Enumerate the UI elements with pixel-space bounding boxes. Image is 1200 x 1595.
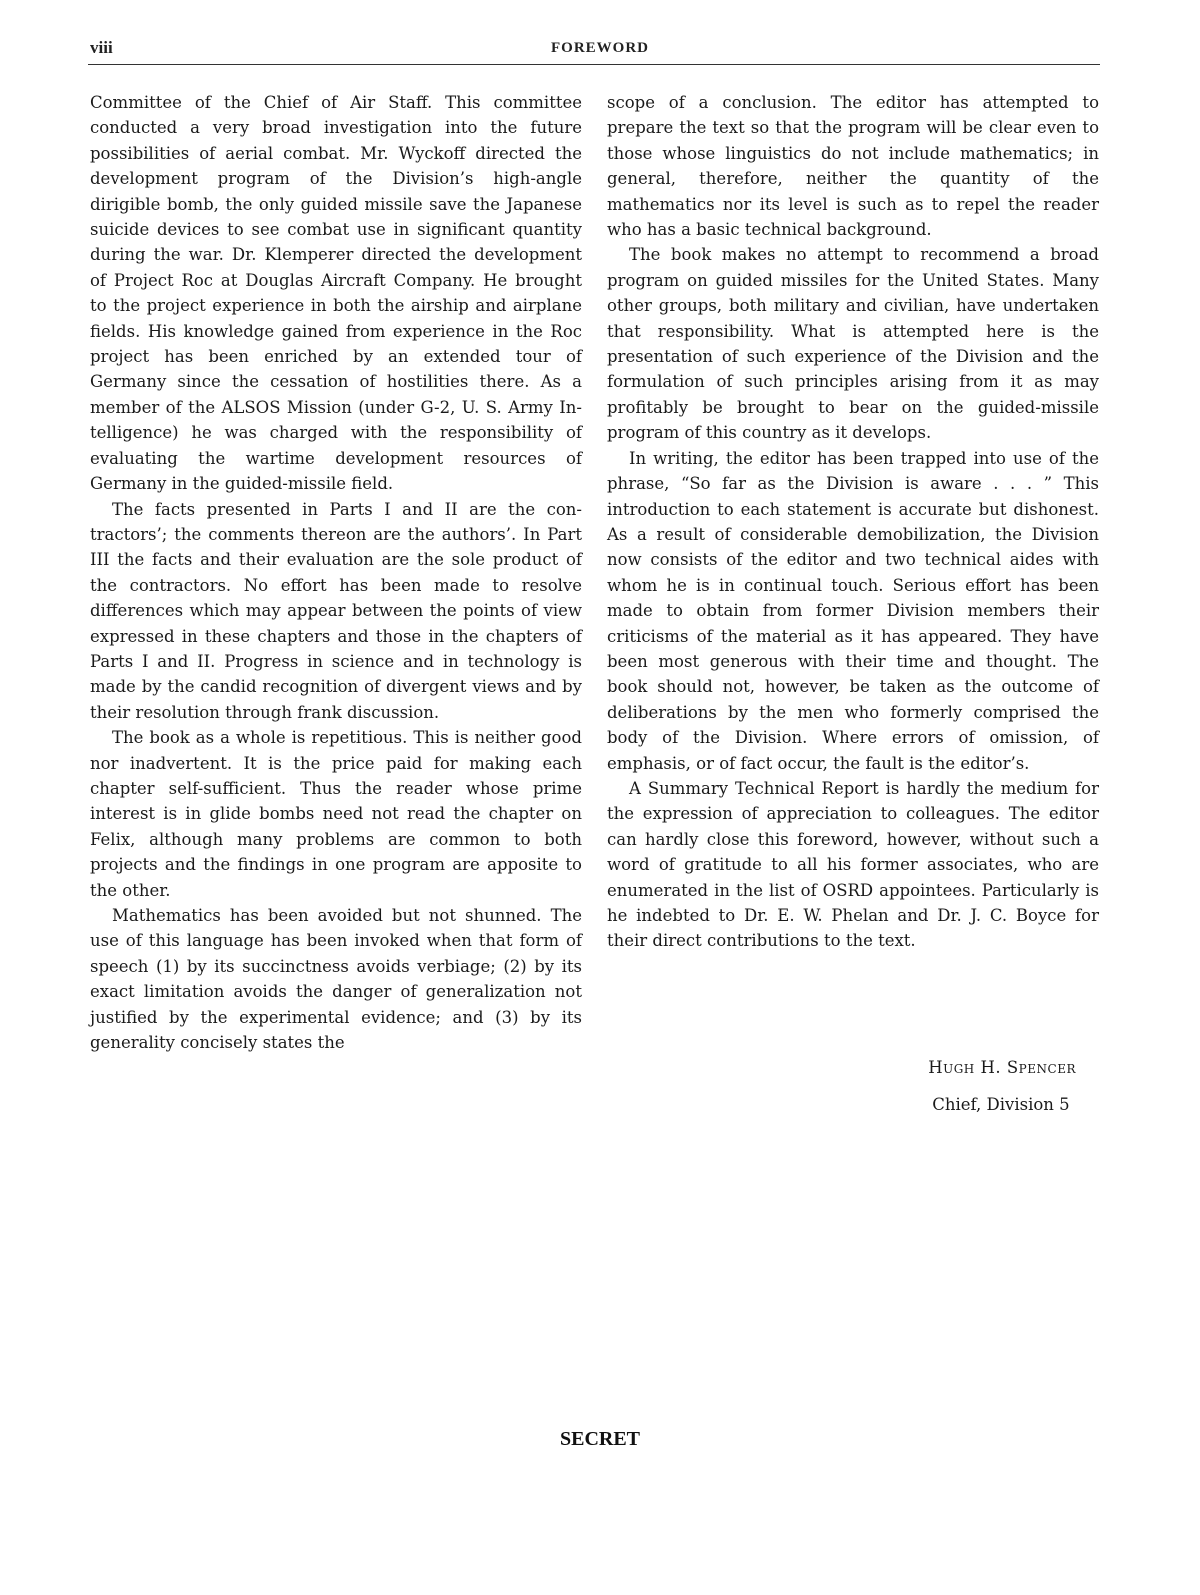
security-classification: SECRET (559, 1428, 641, 1450)
running-title: FOREWORD (551, 40, 649, 56)
paragraph: scope of a conclusion. The editor has attempted to prepare the text so that the program will be clear even to those whose linguistics do not include mathematics; in general, therefore, neither the quantity of the mathematics nor its level is such as to repel the reader who has a basic technical background. (607, 93, 1099, 240)
right-column (607, 90, 1099, 954)
header-rule (88, 64, 1100, 65)
paragraph: Mathematics has been avoided but not shunned. The use of this language has been invoked when that form of speech (1) by its succinctness avoids verbiage; (2) by its exact limitation avoids the danger of generalization not justified by the experimental evidence; and (3) by its generality concisely states the (90, 906, 582, 1053)
paragraph: The book makes no attempt to recommend a broad program on guided missiles for the United States. Many other groups, both military and civilian, have undertaken that responsibility. What is attempted here is the presentation of such experience of the Division and the formulation of such principles arising from it as may profitably be brought to bear on the guided-missile program of this country as it develops. (607, 245, 1099, 443)
signature-block (928, 1055, 1076, 1117)
page-number: viii (90, 38, 113, 57)
paragraph: The facts presented in Parts I and II are the contractors’; the comments thereon are the authors’. In Part III the facts and their evaluation are the sole product of the contractors. No effort has been made to resolve differences which may appear between the points of view expressed in these chapters and those in the chapters of Parts I and II. Progress in science and in technology is made by the candid recognition of divergent views and by their resolution through frank discussion. (90, 499, 582, 722)
signature-title: Chief, Division 5 (932, 1095, 1070, 1114)
paragraph: The book as a whole is repetitious. This is neither good nor inadvertent. It is the price paid for making each chapter self-sufficient. Thus the reader whose prime interest is in glide bombs need not read the chapter on Felix, although many problems are common to both projects and the findings in one program are apposite to the other. (90, 728, 582, 900)
paragraph: In writing, the editor has been trapped into use of the phrase, “So far as the Division is aware . . . ” This introduction to each statement is accurate but dishonest. As a result of considerable demobilization, the Division now consists of the editor and two technical aides with whom he is in continual touch. Serious effort has been made to obtain from former Division members their criticisms of the material as it has appeared. They have been most generous with their time and thought. The book should not, however, be taken as the outcome of deliberations by the men who formerly comprised the body of the Division. Where errors of omission, of emphasis, or of fact occur, the fault is the editor’s. (607, 448, 1099, 773)
paragraph: A Summary Technical Report is hardly the medium for the expression of appreciation to colleagues. The editor can hardly close this foreword, however, without such a word of gratitude to all his former associates, who are enumerated in the list of OSRD appointees. Particularly is he indebted to Dr. E. W. Phelan and Dr. J. C. Boyce for their direct contributions to the text. (607, 778, 1099, 951)
signature-name: Hugh H. Spencer (928, 1058, 1076, 1077)
left-column (90, 90, 582, 1055)
paragraph: Committee of the Chief of Air Staff. This committee conducted a very broad investigation into the future possibilities of aerial combat. Mr. Wyckoff directed the development program of the Division’s high-angle dirigible bomb, the only guided missile save the Japanese suicide devices to see combat use in significant quantity during the war. Dr. Klemperer directed the development of Project Roc at Douglas Aircraft Company. He brought to the project experience in both the airship and airplane fields. His knowledge gained from experience in the Roc project has been enriched by an extended tour of Germany since the cessation of hostilities there. As a member of the ALSOS Mission (under G-2, U. S. Army Intelligence) he was charged with the responsibility of evaluating the wartime development resources of Germany in the guided-missile field. (90, 93, 582, 494)
